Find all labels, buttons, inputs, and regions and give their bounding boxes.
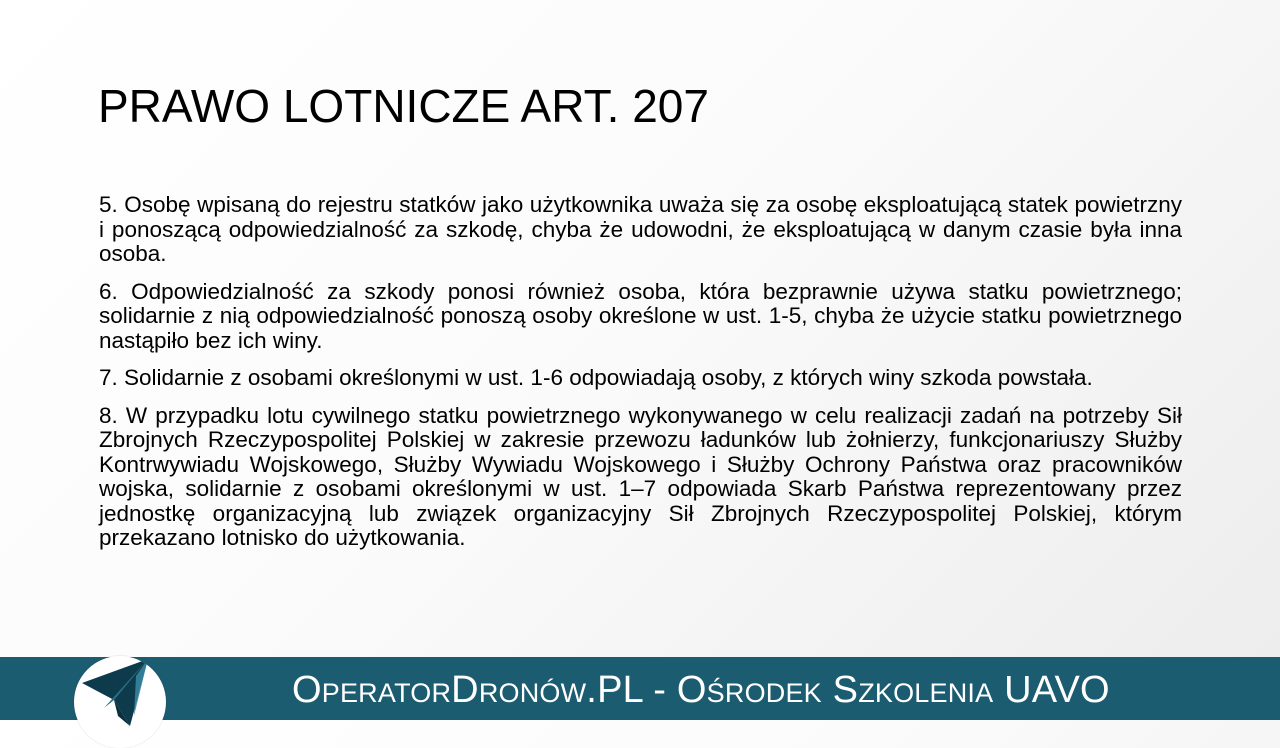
article-body bbox=[99, 193, 1182, 564]
footer-title: OperatorDronów.PL - Ośrodek Szkolenia UAVO bbox=[292, 669, 1110, 711]
paper-plane-icon bbox=[74, 656, 166, 748]
paragraph-7: 7. Solidarnie z osobami określonymi w ust. 1-6 odpowiadają osoby, z których winy szkoda powstała. bbox=[99, 365, 1093, 390]
paragraph-5: 5. Osobę wpisaną do rejestru statków jako użytkownika uważa się za osobę eksploatującą statek powietrzny i ponoszącą odpowiedzialność za szkodę, chyba że udowodni, że eksploatującą w danym czasie była inna osoba. bbox=[99, 192, 1182, 266]
paragraph-8: 8. W przypadku lotu cywilnego statku powietrznego wykonywanego w celu realizacji zadań na potrzeby Sił Zbrojnych Rzeczypospolitej Polskiej w zakresie przewozu ładunków lub żołnierzy, funkcjonariuszy Służby Kontrwywiadu Wojskowego, Służby Wywiadu Wojskowego i Służby Ochrony Państwa oraz pracowników wojska, solidarnie z osobami określonymi w ust. 1–7 odpowiada Skarb Państwa reprezentowany przez jednostkę organizacyjną lub związek organizacyjny Sił Zbrojnych Rzeczypospolitej Polskiej, którym przekazano lotnisko do użytkowania. bbox=[99, 402, 1182, 550]
logo bbox=[74, 656, 166, 748]
paragraph-6: 6. Odpowiedzialność za szkody ponosi również osoba, która bezprawnie używa statku powietrznego; solidarnie z nią odpowiedzialność ponoszą osoby określone w ust. 1-5, chyba że użycie statku powietrznego nastąpiło bez ich winy. bbox=[99, 278, 1182, 353]
slide-title: PRAWO LOTNICZE ART. 207 bbox=[98, 80, 709, 132]
